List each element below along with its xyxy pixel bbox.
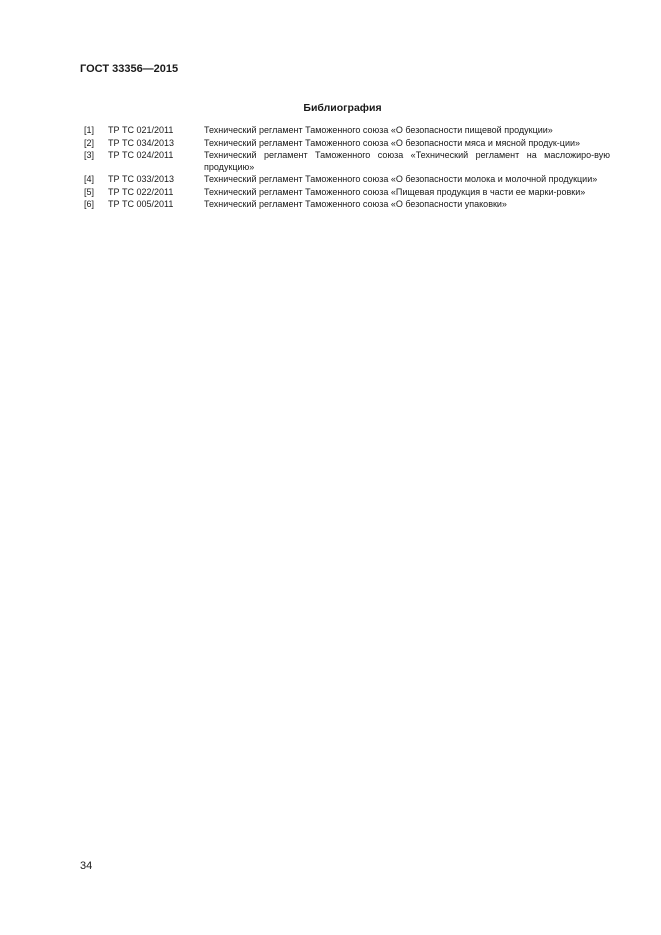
entry-code: ТР ТС 022/2011 (108, 186, 174, 197)
bibliography-entry (84, 125, 610, 137)
document-header-standard: ГОСТ 33356—2015 (80, 63, 179, 75)
entry-code: ТР ТС 033/2013 (108, 174, 175, 184)
entry-text: Технический регламент Таможенного союза «О безопасности упаковки» (204, 199, 507, 209)
bibliography-list (84, 125, 610, 212)
page-number: 34 (80, 860, 93, 872)
entry-number: [6] (84, 199, 95, 209)
entry-number: [3] (84, 150, 95, 160)
entry-text: Технический регламент Таможенного союза «О безопасности молока и молочной продукции» (204, 174, 598, 184)
entry-number: [2] (84, 137, 95, 148)
entry-text: Технический регламент Таможенного союза «О безопасности пищевой продукции» (204, 125, 553, 135)
entry-code: ТР ТС 005/2011 (108, 199, 174, 209)
entry-code: ТР ТС 034/2013 (108, 137, 175, 148)
entry-text: Технический регламент Таможенного союза «О безопасности мяса и мясной продук-ции» (204, 137, 581, 148)
bibliography-entry (84, 199, 610, 211)
entry-number: [4] (84, 174, 95, 184)
bibliography-entry (84, 150, 610, 173)
entry-text: Технический регламент Таможенного союза «Технический регламент на масложиро-вую продукцию» (204, 150, 610, 172)
entry-code: ТР ТС 024/2011 (108, 150, 174, 160)
entry-number: [1] (84, 125, 95, 135)
entry-code: ТР ТС 021/2011 (108, 125, 174, 135)
section-title: Библиография (303, 102, 382, 114)
bibliography-entry (84, 187, 610, 199)
bibliography-entry (84, 174, 610, 186)
entry-text: Технический регламент Таможенного союза «Пищевая продукция в части ее марки-ровки» (204, 186, 586, 197)
entry-number: [5] (84, 186, 95, 197)
bibliography-entry (84, 138, 610, 150)
